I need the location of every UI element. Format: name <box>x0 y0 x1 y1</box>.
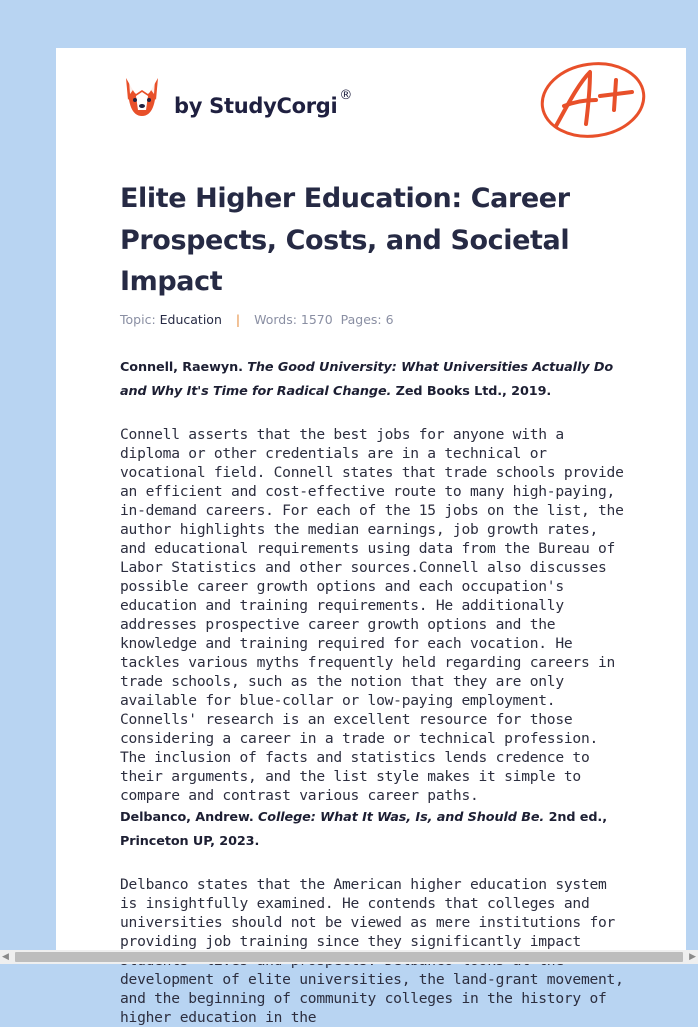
reference-title: College: What It Was, Is, and Should Be. <box>257 810 545 825</box>
reference-summary: Connell asserts that the best jobs for anyone with a diploma or other credentials are in a technical or vocational field. Connell states that trade schools provide an efficient and cost-effective route to many high-paying, in-demand careers. For each of the 15 jobs on the list, the author highlights the median earnings, job growth rates, and educational requirements using data from the Bureau of Labor Statistics and other sources.Connell also discusses possible career growth options and each occupation's education and training requirements. He additionally addresses prospective career growth options and the knowledge and training required for each vocation. He tackles various myths frequently held regarding careers in trade schools, such as the notion that they are only available for blue-collar or low-paying employment. Connells' research is an excellent resource for those considering a career in a trade or technical profession. The inclusion of facts and statistics lends credence to their arguments, and the list style makes it simple to compare and contrast various career paths. <box>120 426 624 804</box>
scroll-left-icon[interactable]: ◀ <box>2 952 9 962</box>
reference-summary: Delbanco states that the American higher education system is insightfully examined. He contends that colleges and universities should not be viewed as mere institutions for providing job training since they significantly impact development of elite universities, the land-grant movement, and the beginning of community colleges in the history of higher education in the <box>120 876 624 1026</box>
meta-separator: | <box>235 312 241 327</box>
reference-author: Connell, Raewyn. <box>120 360 243 375</box>
reference-author: Delbanco, Andrew. <box>120 810 254 825</box>
topic-link[interactable]: Education <box>159 312 222 327</box>
reference-citation <box>120 356 632 404</box>
reference-publisher: Zed Books Ltd., 2019. <box>395 384 552 399</box>
reference-title: The Good University: What Universities Actually Do and Why It's Time for Radical Change. <box>120 360 614 399</box>
grade-a-plus-icon <box>538 60 648 140</box>
scrollbar-thumb[interactable] <box>15 952 683 962</box>
essay-meta <box>120 312 394 327</box>
scroll-right-icon[interactable]: ▶ <box>689 952 696 962</box>
corgi-icon <box>122 76 162 120</box>
essay-body <box>120 356 632 1027</box>
page-count: Pages: 6 <box>340 312 394 327</box>
brand-name <box>174 88 353 118</box>
brand-name-text: by StudyCorgi <box>174 94 338 118</box>
word-count: Words: 1570 <box>254 312 333 327</box>
reference-publisher: 2nd ed., Princeton UP, 2023. <box>120 810 607 849</box>
essay-title: Elite Higher Education: Career Prospects, Costs, and Societal Impact <box>120 183 570 297</box>
horizontal-scrollbar[interactable] <box>0 950 698 964</box>
reference-citation <box>120 806 632 854</box>
registered-mark: ® <box>339 88 353 103</box>
topic-label: Topic: <box>120 312 156 327</box>
document-page <box>56 48 686 1026</box>
studycorgi-logo[interactable] <box>122 76 382 126</box>
